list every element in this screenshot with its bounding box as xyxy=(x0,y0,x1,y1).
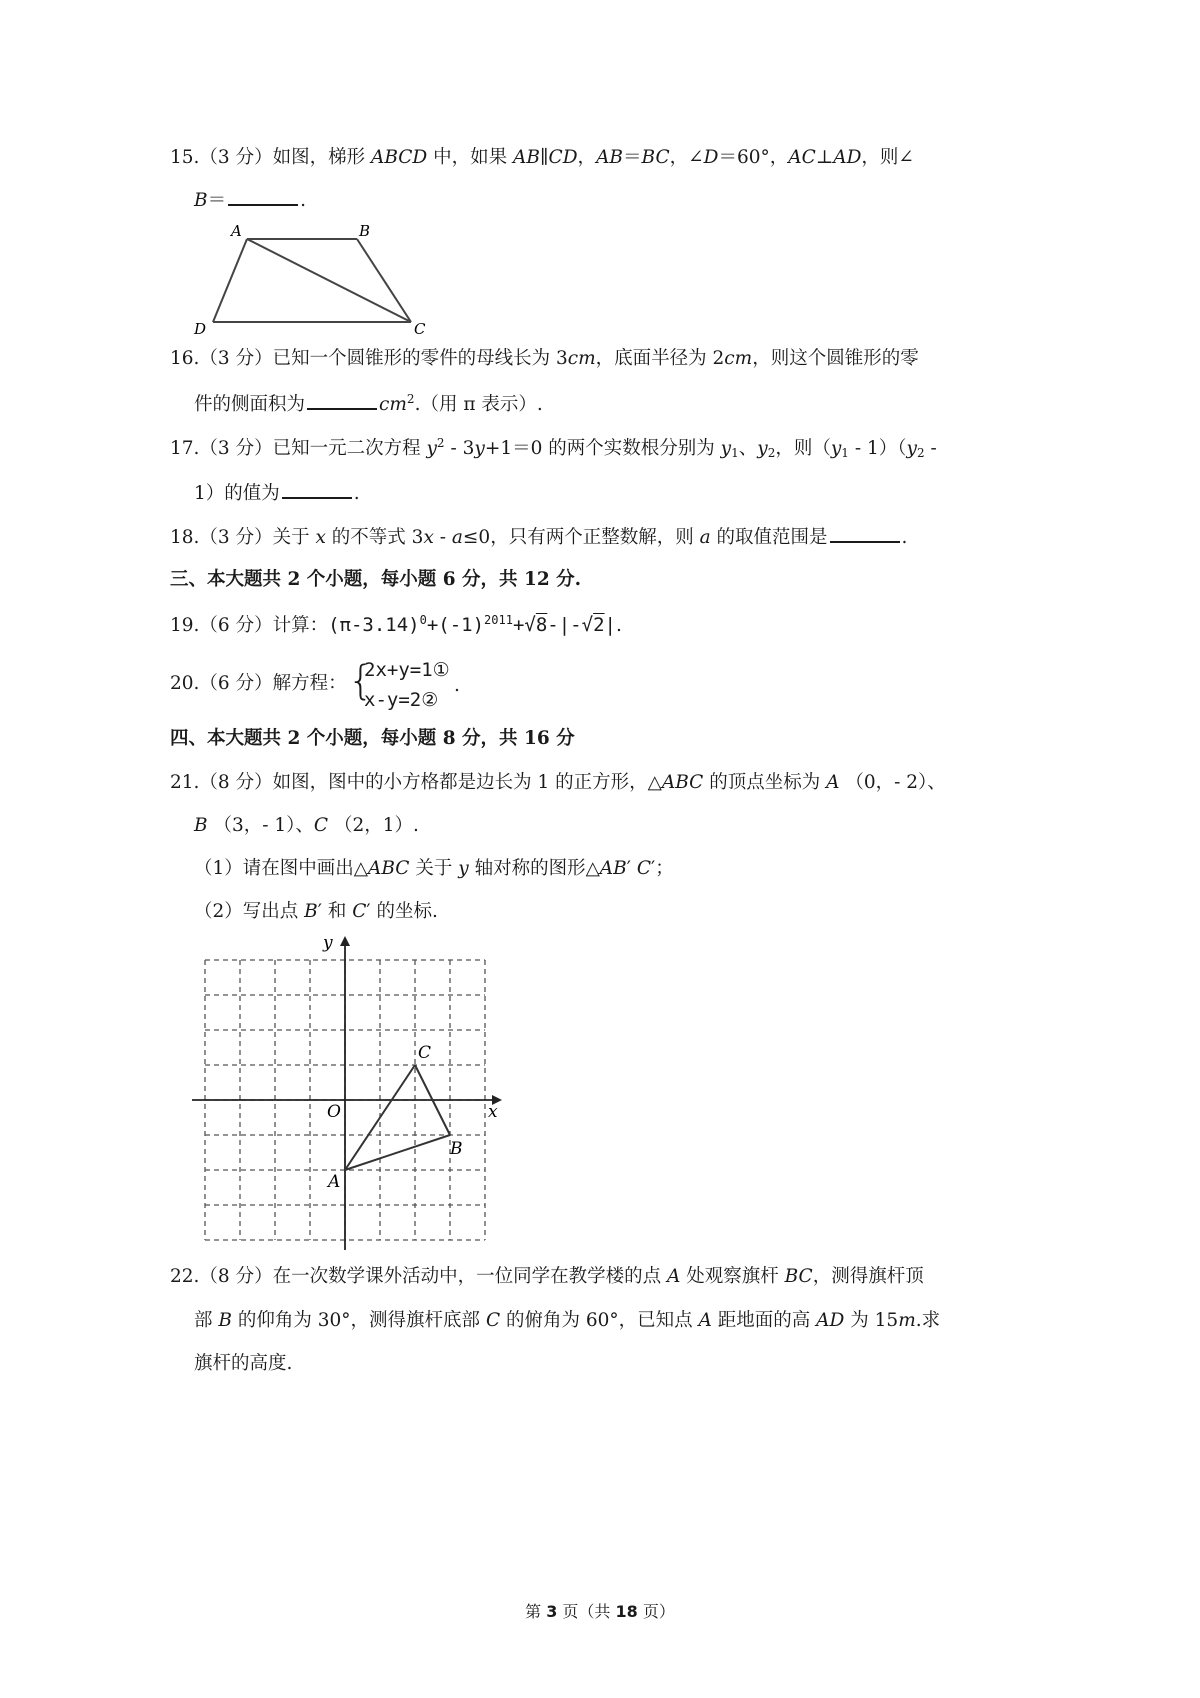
segment-ab xyxy=(345,1135,450,1170)
q17-line2: 1）的值为 . xyxy=(194,483,360,504)
q15-line2: B＝ . xyxy=(194,190,307,211)
answer-blank xyxy=(830,525,900,543)
point-b-label: B xyxy=(450,1139,463,1159)
q16-line1: 16.（3 分）已知一个圆锥形的零件的母线长为 3cm，底面半径为 2cm，则这个圆锥形的零 xyxy=(170,348,919,369)
q21-line4: （2）写出点 B′ 和 C′ 的坐标. xyxy=(194,901,438,922)
section-3-heading: 三、本大题共 2 个小题，每小题 6 分，共 12 分. xyxy=(170,569,582,590)
segment-ac xyxy=(247,239,411,322)
q19-expression: $(\pi-3.14)^0+(-1)^{2011}+√8-|-√2|$ xyxy=(328,613,616,636)
origin-label: O xyxy=(327,1102,341,1122)
q20-equation-2: x-y=2② xyxy=(364,689,439,711)
q16-line2: 件的侧面积为 $cm^2$.（用 π 表示）. xyxy=(194,392,543,415)
q21-line3: （1）请在图中画出△ABC 关于 y 轴对称的图形△AB′ C′； xyxy=(194,858,674,879)
sqrt-sign: √ xyxy=(524,614,536,636)
label-c: C xyxy=(414,320,426,338)
segment-ad xyxy=(213,239,247,322)
q15-line1: 15.（3 分）如图，梯形 ABCD 中，如果 AB∥CD，AB＝BC，∠D＝60°，AC⊥AD，则∠ xyxy=(170,147,914,168)
q20-line: 20.（6 分）解方程： xyxy=(170,673,347,694)
answer-blank xyxy=(282,481,352,499)
q19-line: 19.（6 分）计算：$(\pi-3.14)^0+(-1)^{2011}+√8-|-√2|$. xyxy=(170,613,622,636)
point-a-label: A xyxy=(328,1172,341,1192)
segment-bc xyxy=(357,239,411,322)
total-pages: 18 xyxy=(615,1602,638,1621)
trapezoid-figure xyxy=(185,218,435,340)
label-b: B xyxy=(359,222,371,240)
q21-line2: B （3，- 1）、C （2，1）. xyxy=(194,815,419,836)
answer-blank xyxy=(228,188,298,206)
q22-line2: 部 B 的仰角为 30°，测得旗杆底部 C 的俯角为 60°，已知点 A 距地面的高 AD 为 15m.求 xyxy=(194,1310,941,1331)
answer-blank xyxy=(307,392,377,410)
page-footer: 第 3 页（共 18 页） xyxy=(525,1602,675,1621)
sqrt-sign: √ xyxy=(581,614,594,636)
point-c-label: C xyxy=(418,1043,432,1063)
q21-line1: 21.（8 分）如图，图中的小方格都是边长为 1 的正方形，△ABC 的顶点坐标为 A （0，- 2）、 xyxy=(170,772,946,793)
q18-line: 18.（3 分）关于 x 的不等式 3x - a≤0，只有两个正整数解，则 a 的取值范围是 . xyxy=(170,527,908,548)
q22-line1: 22.（8 分）在一次数学课外活动中，一位同学在教学楼的点 A 处观察旗杆 BC，测得旗杆顶 xyxy=(170,1266,924,1287)
equation-system-brace: { xyxy=(348,658,374,704)
q20-end: . xyxy=(454,675,460,696)
y-axis-label: y xyxy=(323,933,333,953)
current-page: 3 xyxy=(546,1602,558,1621)
section-4-heading: 四、本大题共 2 个小题，每小题 8 分，共 16 分 xyxy=(170,728,575,749)
y-axis-arrow xyxy=(340,936,350,946)
q20-equation-1: 2x+y=1① xyxy=(364,659,450,681)
label-d: D xyxy=(194,320,207,338)
q22-line3: 旗杆的高度. xyxy=(194,1353,293,1374)
coordinate-grid-figure xyxy=(180,930,520,1255)
q17-line1: 17.（3 分）已知一元二次方程 $y^2 - 3y+1=0$ 的两个实数根分别为 $y_1$、$y_2$，则$(y_1 - 1)(y_2$ - xyxy=(170,436,937,460)
label-a: A xyxy=(231,222,242,240)
x-axis-label: x xyxy=(488,1102,498,1122)
